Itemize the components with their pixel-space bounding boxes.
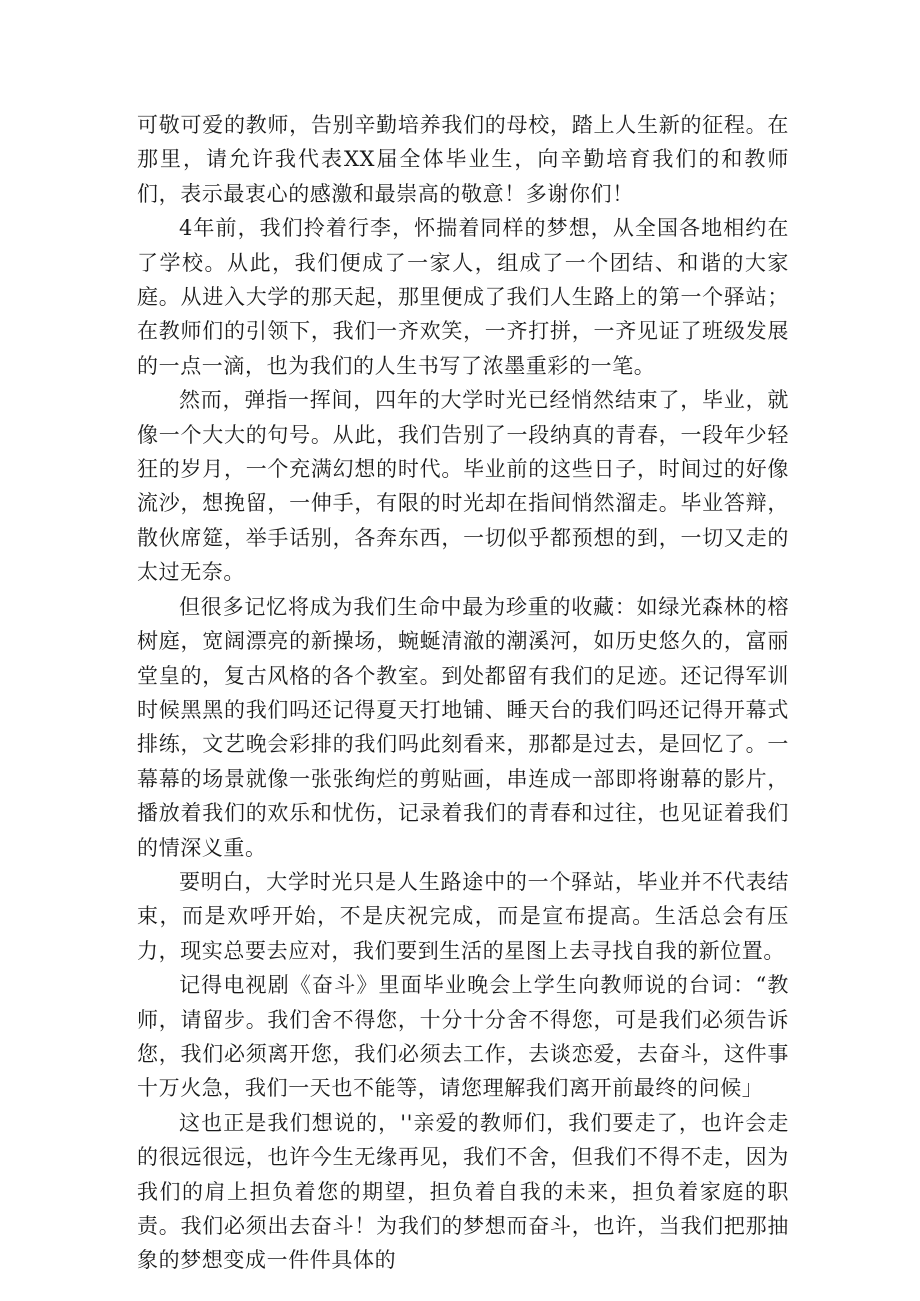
paragraph: 4年前，我们拎着行李，怀揣着同样的梦想，从全国各地相约在了学校。从此，我们便成了一家人，组成了一个团结、和谐的大家庭。从进入大学的那天起，那里便成了我们人生路上的第一个驿站；在教师们的引领下，我们一齐欢笑，一齐打拼，一齐见证了班级发展的一点一滴，也为我们的人生书写了浓墨重彩的一笔。: [137, 216, 789, 378]
paragraph: 然而，弹指一挥间，四年的大学时光已经悄然结束了，毕业，就像一个大大的句号。从此，我们告别了一段纳真的青春，一段年少轻狂的岁月，一个充满幻想的时代。毕业前的这些日子，时间过的好像流沙，想挽留，一伸手，有限的时光却在指间悄然溜走。毕业答辩，散伙席筵，举手话别，各奔东西，一切似乎都预想的到，一切又走的太过无奈。: [137, 388, 789, 585]
paragraph: 要明白，大学时光只是人生路途中的一个驿站，毕业并不代表结束，而是欢呼开始，不是庆祝完成，而是宣布提高。生活总会有压力，现实总要去应对，我们要到生活的星图上去寻找自我的新位置。: [137, 869, 789, 963]
paragraph: 但很多记忆将成为我们生命中最为珍重的收藏：如绿光森林的榕树庭，宽阔漂亮的新操场，蜿蜒清澈的潮溪河，如历史悠久的，富丽堂皇的，复古风格的各个教室。到处都留有我们的足迹。还记得军训时候黑黑的我们吗还记得夏天打地铺、睡天台的我们吗还记得开幕式排练，文艺晚会彩排的我们吗此刻看来，那都是过去，是回忆了。一幕幕的场景就像一张张绚烂的剪贴画，串连成一部即将谢幕的影片，播放着我们的欢乐和忧伤，记录着我们的青春和过往，也见证着我们的情深义重。: [137, 594, 789, 860]
document-body: [137, 108, 789, 1278]
paragraph: 记得电视剧《奋斗》里面毕业晚会上学生向教师说的台词：“教师，请留步。我们舍不得您，十分十分舍不得您，可是我们必须告诉您，我们必须离开您，我们必须去工作，去谈恋爱，去奋斗，这件事十万火急，我们一天也不能等，请您理解我们离开前最终的问候」: [137, 973, 789, 1101]
paragraph: 可敬可爱的教师，告别辛勤培养我们的母校，踏上人生新的征程。在那里，请允许我代表XX届全体毕业生，向辛勤培育我们的和教师们，表示最衷心的感激和最崇高的敬意！多谢你们！: [137, 113, 789, 206]
paragraph: 这也正是我们想说的，''亲爱的教师们，我们要走了，也许会走的很远很远，也许今生无缘再见，我们不舍，但我们不得不走，因为我们的肩上担负着您的期望，担负着自我的未来，担负着家庭的职责。我们必须出去奋斗！为我们的梦想而奋斗，也许，当我们把那抽象的梦想变成一件件具体的: [137, 1110, 789, 1273]
